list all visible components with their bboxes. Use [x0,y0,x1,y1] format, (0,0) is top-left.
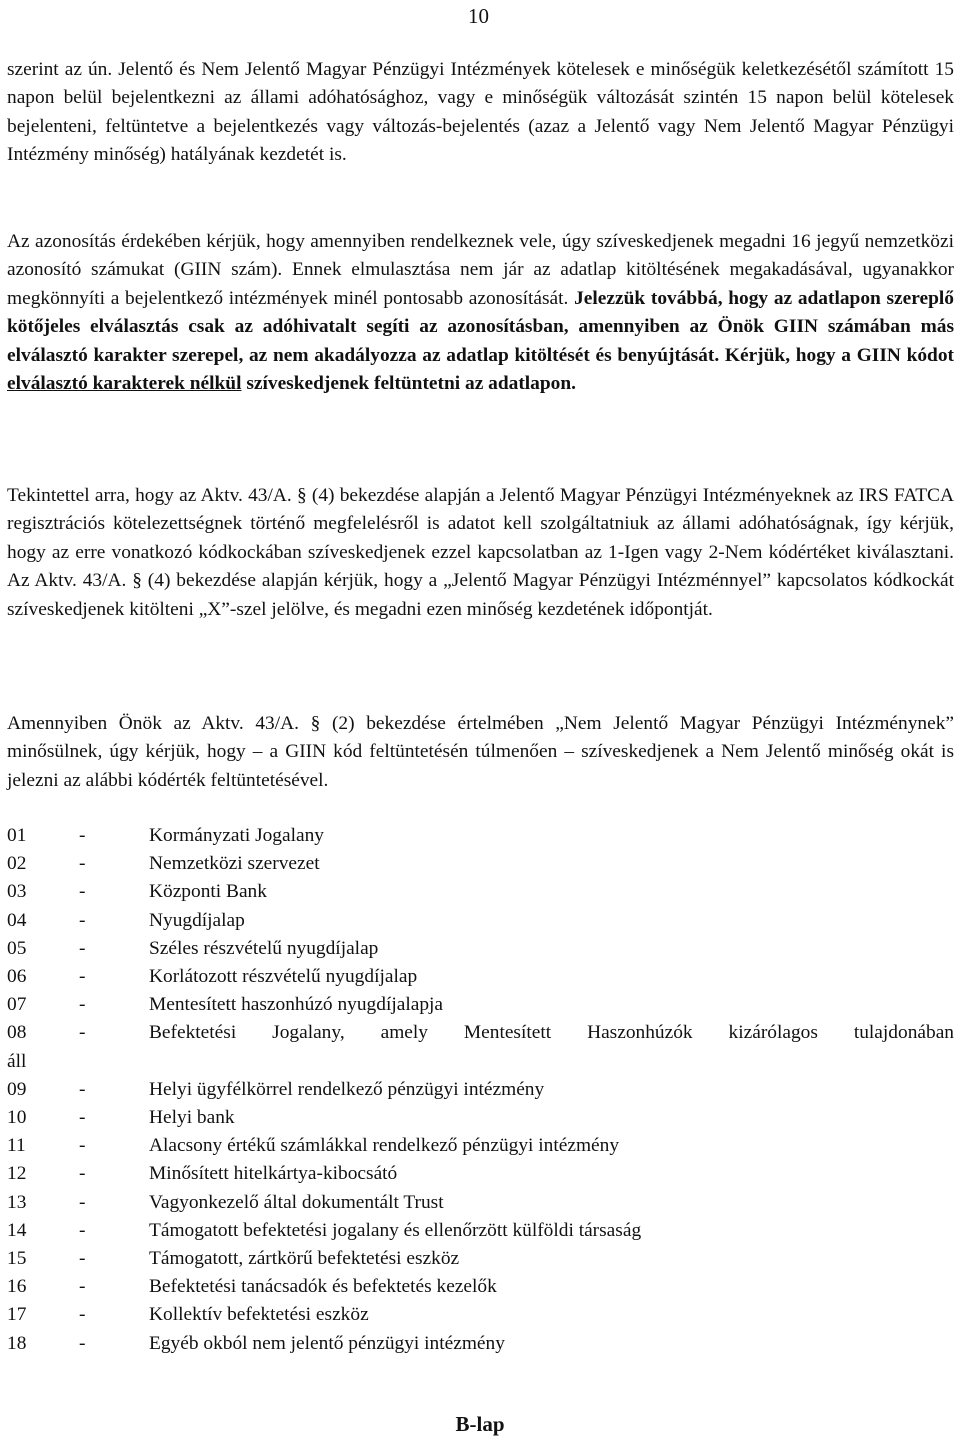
code-label: Helyi bank [149,1107,235,1129]
code-list-item [7,907,954,935]
non-reporting-code-list [7,822,954,1358]
code-label: Támogatott, zártkörű befektetési eszköz [149,1248,460,1270]
code-list-item [7,1189,954,1217]
code-list-item [7,935,954,963]
page-number: 10 [468,4,489,28]
paragraph-fatca-registration: Tekintettel arra, hogy az Aktv. 43/A. § (4) bekezdése alapján a Jelentő Magyar Pénzügyi Intézményeknek az IRS FATCA regisztrációs kötelezettségnek történő megfelelésről is adatot kell szolgáltatniuk az állami adóhatóságnak, így kérjük, hogy az erre vonatkozó kódkockában szíveskedjenek ezzel kapcsolatban az 1-Igen vagy 2-Nem kódértéket kiválasztani. Az Aktv. 43/A. § (4) bekezdése alapján kérjük, hogy a „Jelentő Magyar Pénzügyi Intézménnyel” kapcsolatos kódkockát szíveskedjenek kitölteni „X”-szel jelölve, és megadni ezen minőség kezdetének időpontját. [7,485,954,620]
hyphen-notice-text: Jelezzük továbbá, hogy az adatlapon szereplő kötőjeles elválasztás csak az adóhivatalt segíti az azonosításban, amennyiben az Önök GIIN számában más elválasztó karakter szerepel, az nem akadályozza az adatlap kitöltését és benyújtását. Kérjük, hogy a GIIN kódot [7,287,955,366]
hyphen-notice-end: szíveskedjenek feltüntetni az adatlapon. [246,373,576,395]
code-separator: - [79,1022,86,1044]
code-separator: - [79,1276,86,1298]
giin-request-text: Az azonosítás érdekében kérjük, hogy amennyiben rendelkeznek vele, úgy szíveskedjenek megadni 16 jegyű nemzetközi azonosító számukat (GIIN szám). Ennek elmulasztása nem jár az adatlap kitöltésének megakadásával, ugyanakkor megkönnyíti a bejelentkező intézmények minél pontosabb azonosítását. [7,231,954,309]
code-list-item [7,1330,954,1358]
code-value: 09 [7,1078,27,1100]
code-label: Széles részvételű nyugdíjalap [149,937,379,959]
code-label: Kormányzati Jogalany [149,825,324,846]
code-separator: - [79,825,86,846]
code-list-item [7,991,954,1019]
footer-section-label: B-lap [455,1412,505,1436]
code-value: 02 [7,853,27,875]
code-separator: - [79,1332,86,1354]
code-label-continuation: áll [7,1050,27,1072]
code-value: 16 [7,1276,27,1298]
code-separator: - [79,1219,86,1241]
no-separator-emphasis: elválasztó karakterek nélkül [7,373,242,395]
code-label: Alacsony értékű számlákkal rendelkező pénzügyi intézmény [149,1135,620,1157]
code-label: Helyi ügyfélkörrel rendelkező pénzügyi intézmény [149,1078,545,1100]
code-list-item [7,1217,954,1245]
code-separator: - [79,881,86,903]
code-label: Korlátozott részvételű nyugdíjalap [149,966,418,988]
code-label: Minősített hitelkártya-kibocsátó [149,1163,398,1185]
code-value: 11 [7,1135,26,1157]
code-value: 07 [7,994,27,1016]
code-label: Támogatott befektetési jogalany és ellenőrzött külföldi társaság [149,1219,642,1241]
code-separator: - [79,853,86,875]
code-separator: - [79,1135,86,1157]
code-value: 17 [7,1304,27,1326]
code-value: 13 [7,1191,27,1213]
code-label: Kollektív befektetési eszköz [149,1304,369,1326]
code-list-item [7,1076,954,1104]
code-label: Központi Bank [149,881,267,903]
code-label: Vagyonkezelő által dokumentált Trust [149,1191,444,1213]
code-separator: - [79,1163,86,1185]
code-list-item [7,1104,954,1132]
code-separator: - [79,966,86,988]
code-label: Nemzetközi szervezet [149,853,320,875]
code-separator: - [79,1191,86,1213]
code-value: 03 [7,881,27,903]
code-label: Befektetési Jogalany, amely Mentesített Haszonhúzók kizárólagos tulajdonában [149,1022,954,1044]
code-separator: - [79,994,86,1016]
code-list-item [7,1273,954,1301]
code-label: Egyéb okból nem jelentő pénzügyi intézmény [149,1332,505,1354]
code-separator: - [79,1078,86,1100]
code-value: 15 [7,1248,27,1270]
code-list-item [7,822,954,850]
code-value: 06 [7,966,27,988]
code-label: Befektetési tanácsadók és befektetés kezelők [149,1276,497,1298]
code-list-item [7,963,954,991]
code-list-item [7,850,954,878]
paragraph-giin-identification [7,228,954,398]
paragraph-non-reporting: Amennyiben Önök az Aktv. 43/A. § (2) bekezdése értelmében „Nem Jelentő Magyar Pénzügyi Intézménynek” minősülnek, úgy kérjük, hogy – a GIIN kód feltüntetésén túlmenően – szíveskedjenek a Nem Jelentő minőség okát is jelezni az alábbi kódérték feltüntetésével. [7,713,954,791]
code-separator: - [79,1248,86,1270]
code-value: 14 [7,1219,27,1241]
code-label: Mentesített haszonhúzó nyugdíjalapja [149,994,444,1016]
code-value: 08 [7,1022,27,1044]
code-value: 04 [7,909,27,931]
code-separator: - [79,1304,86,1326]
code-value: 12 [7,1163,27,1185]
code-list-item [7,1301,954,1329]
code-separator: - [79,937,86,959]
code-value: 05 [7,937,27,959]
code-label: Nyugdíjalap [149,909,245,931]
code-value: 01 [7,825,27,846]
code-value: 18 [7,1332,27,1354]
code-list-item [7,1132,954,1160]
code-list-item [7,1160,954,1188]
paragraph-registration-deadline: szerint az ún. Jelentő és Nem Jelentő Magyar Pénzügyi Intézmények kötelesek e minőségük keletkezésétől számított 15 napon belül bejelentkezni az állami adóhatósághoz, vagy e minőségük változását szintén 15 napon belül kötelesek bejelenteni, feltüntetve a bejelentkezés vagy változás-bejelentés (azaz a Jelentő vagy Nem Jelentő Magyar Pénzügyi Intézmény minőség) hatályának kezdetét is. [7,59,954,166]
code-value: 10 [7,1107,27,1129]
code-separator: - [79,909,86,931]
code-list-item [7,1245,954,1273]
code-list-item [7,878,954,906]
code-list-item [7,1019,954,1075]
code-separator: - [79,1107,86,1129]
